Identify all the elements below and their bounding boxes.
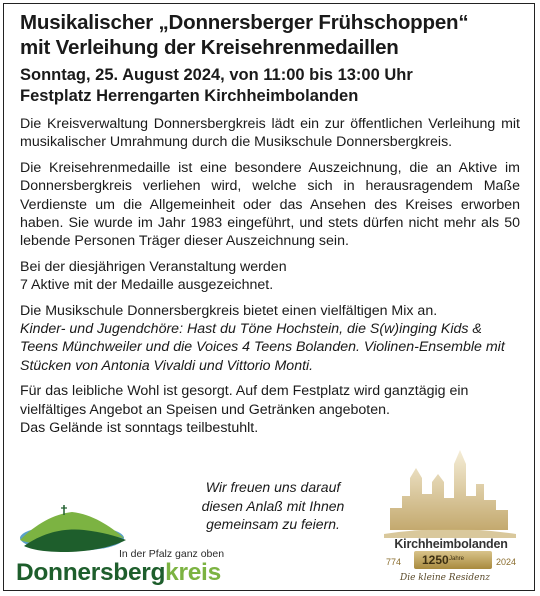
awardees-line-1: Bei der diesjährigen Veranstaltung werden	[20, 258, 287, 275]
closing-line-3: gemeinsam zu feiern.	[206, 516, 340, 532]
awardees-line-2: 7 Aktive mit der Medaille ausgezeichnet.	[20, 277, 274, 294]
town-signature: Die kleine Residenz	[400, 573, 491, 583]
year-start: 774	[386, 557, 402, 567]
closing-line-2: diesen Anlaß mit Ihnen	[201, 497, 345, 514]
headline-line-1: Musikalischer „Donnersberger Frühschoppen“	[20, 11, 469, 34]
town-name: Kirchheimbolanden	[394, 537, 508, 551]
closing-line-1: Wir freuen uns darauf	[205, 479, 341, 495]
music-program: Kinder- und Jugendchöre: Hast du Töne Hochstein, die S(w)inging Kids & Teens Münchweiler und die Voices 4 Teens Bolanden. Violinen-Ensemble mit Stücken von Antonia Vivaldi und Vittorio Monti.	[20, 321, 505, 374]
intro-paragraph: Die Kreisverwaltung Donnersbergkreis lädt ein zur öffentlichen Verleihung mit musikalischer Umrahmung durch die Musikschule Donnersbergkreis.	[20, 116, 520, 151]
year-end: 2024	[496, 557, 517, 567]
music-intro: Die Musikschule Donnersbergkreis bietet einen vielfältigen Mix an.	[20, 302, 438, 319]
awardees-paragraph	[20, 258, 520, 295]
donnersbergkreis-logo	[16, 559, 221, 587]
logo-word-part-2: kreis	[165, 559, 221, 586]
music-paragraph	[20, 302, 520, 376]
logo-tagline: In der Pfalz ganz oben	[119, 548, 225, 560]
event-date-location	[20, 65, 520, 107]
anniversary-badge-label: Jahre	[449, 556, 465, 562]
seating-note: Das Gelände ist sonntags teilbestuhlt.	[20, 420, 259, 437]
medal-paragraph: Die Kreisehrenmedaille ist eine besondere Auszeichnung, die an Aktive im Donnersbergkreis verliehen wird, welche sich in herausragendem Maße Verdienste um die Allgemeinheit oder das Ansehen des Kreises erworben haben. Sie wurde im Jahr 1983 eingeführt, und stets dürfen nicht mehr als 50 lebende Personen Träger dieser Auszeichnung sein.	[20, 159, 520, 250]
event-date: Sonntag, 25. August 2024, von 11:00 bis 13:00 Uhr	[20, 66, 413, 84]
ad-content	[20, 10, 520, 438]
catering-paragraph: Für das leibliche Wohl ist gesorgt. Auf dem Festplatz wird ganztägig ein vielfältiges Angebot an Speisen und Getränken angeboten.	[20, 383, 469, 418]
logo-word-part-1: Donnersberg	[16, 559, 166, 586]
event-location: Festplatz Herrengarten Kirchheimbolanden	[20, 87, 359, 105]
headline	[20, 10, 520, 60]
anniversary-badge: 1250	[414, 551, 492, 569]
headline-line-2: mit Verleihung der Kreisehrenmedaillen	[20, 36, 399, 59]
